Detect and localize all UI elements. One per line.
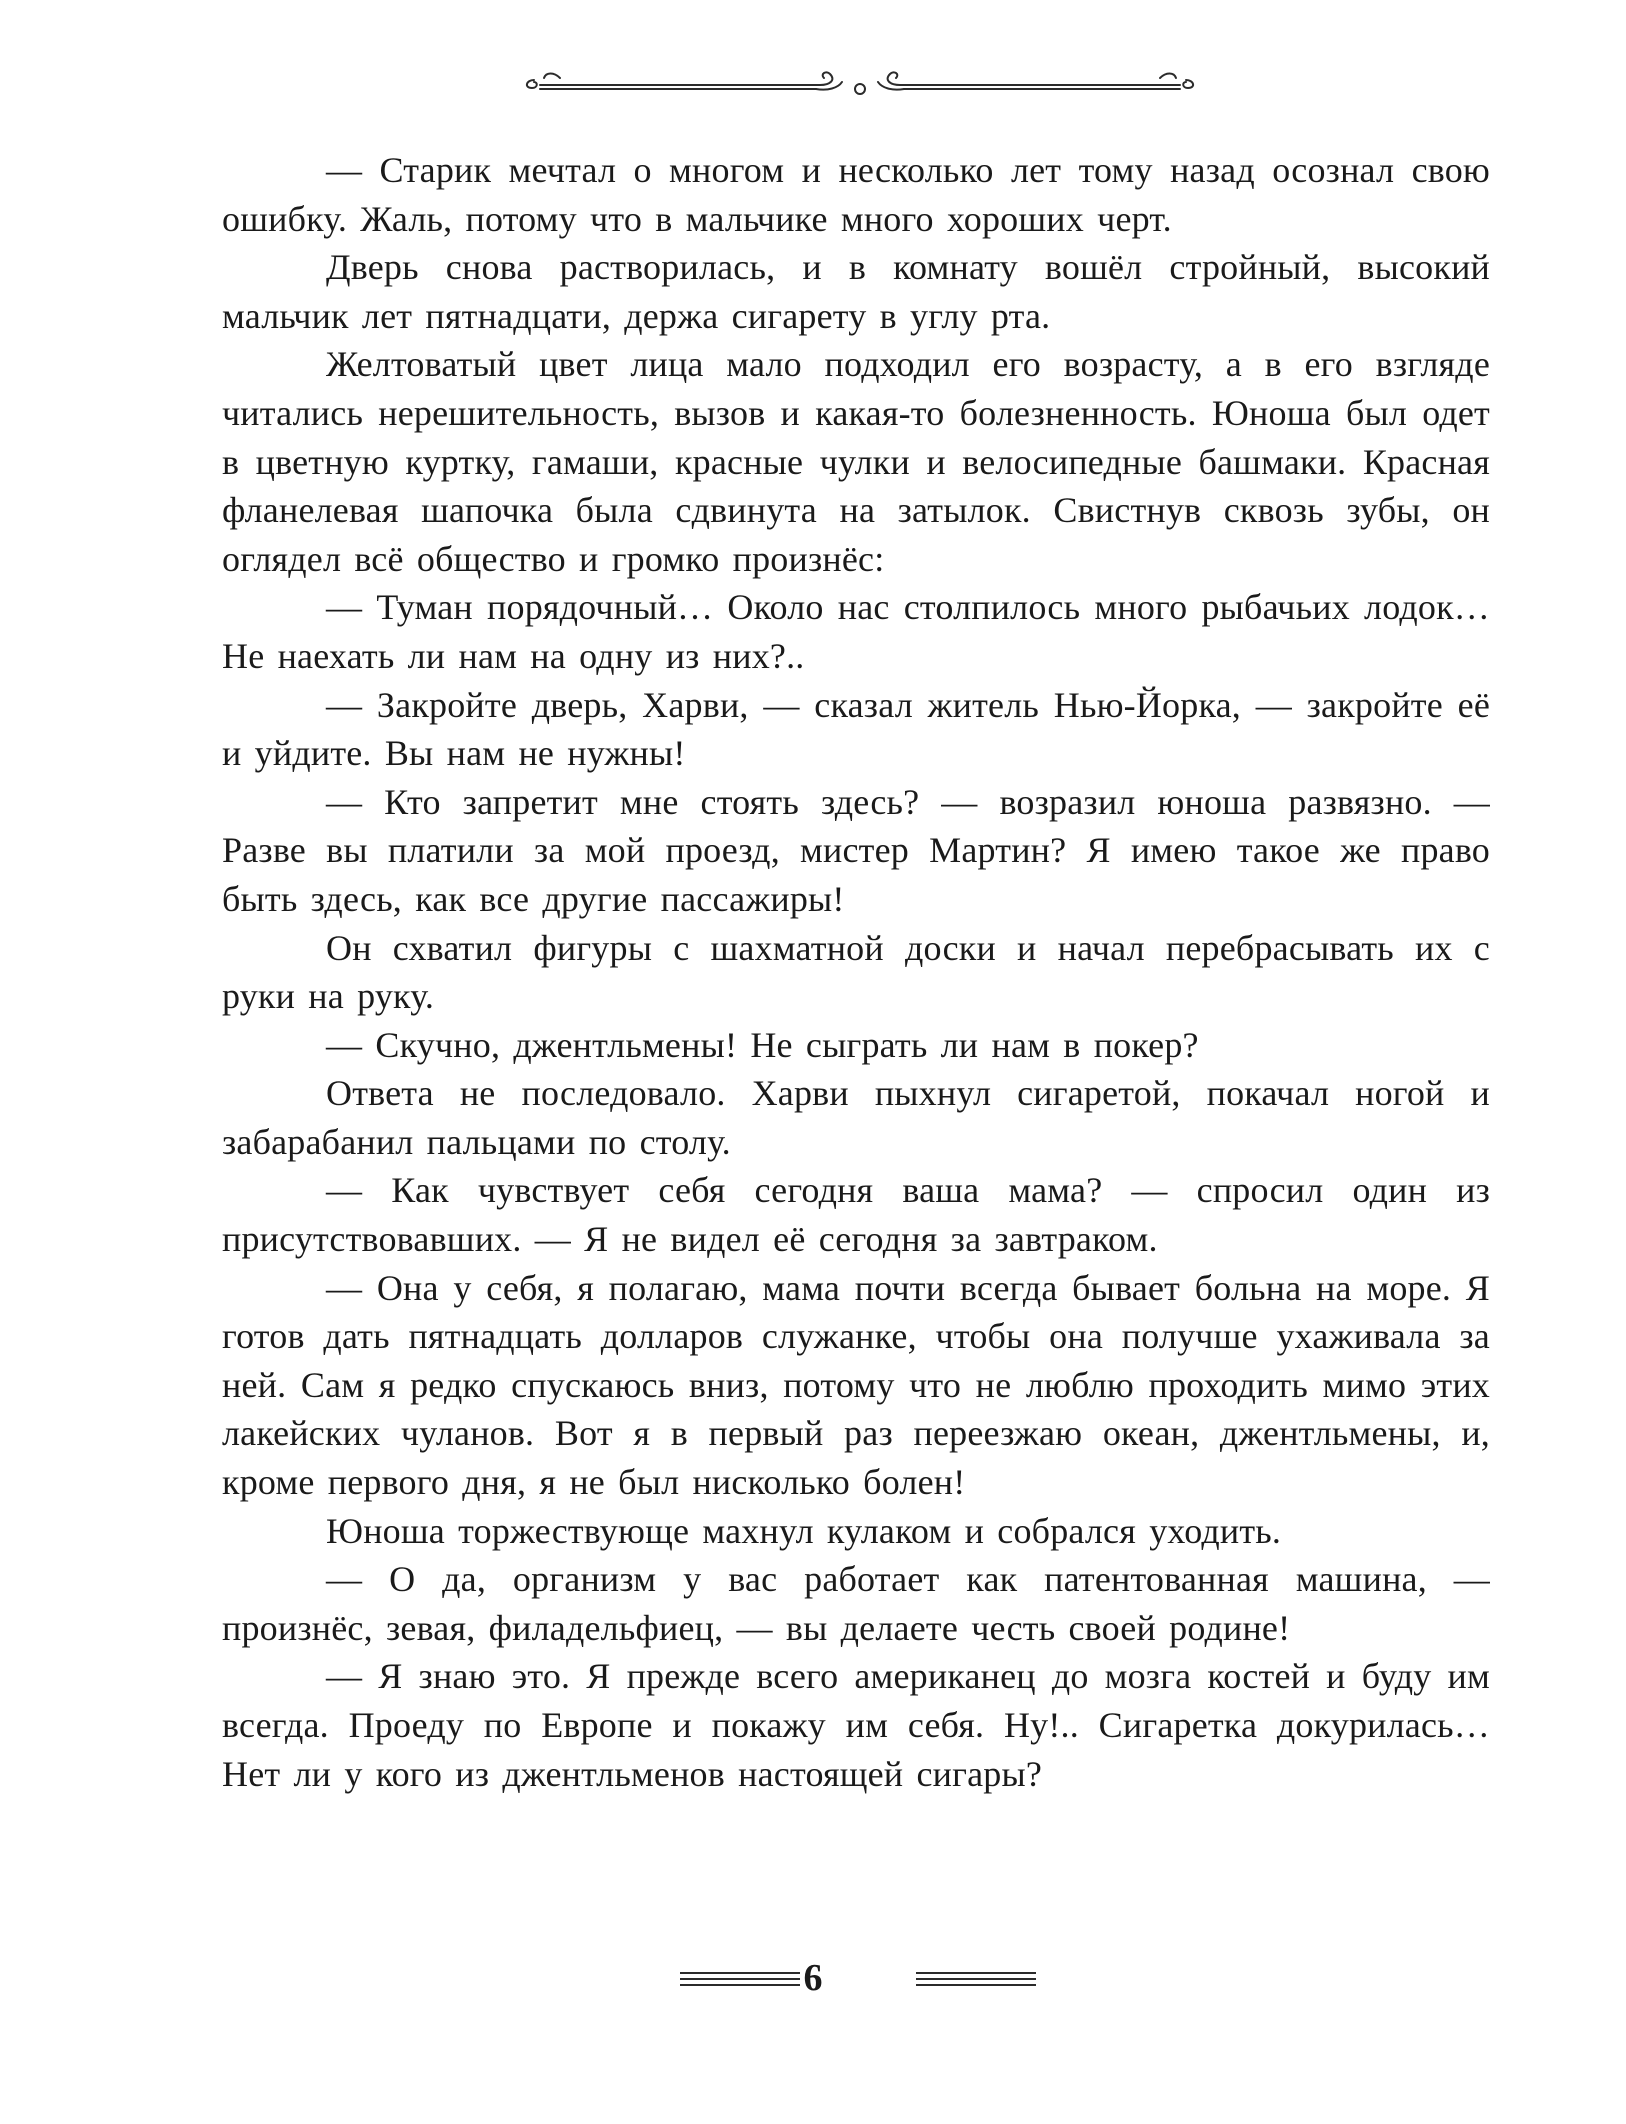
paragraph: Желтоватый цвет лица мало подходил его возрасту, а в его взгляде читались нерешительность, вызов и какая-то болезненность. Юноша был одет в цветную куртку, гамаши, красные чулки и велосипедные башмаки. Красная фланелевая шапочка была сдвинута на затылок. Свистнув сквозь зубы, он оглядел всё общество и громко произнёс: (222, 344, 1490, 579)
paragraph: — Туман порядочный… Около нас столпилось много рыбачьих лодок… Не наехать ли нам на одну из них?.. (222, 587, 1490, 676)
paragraph: — Кто запретит мне стоять здесь? — возразил юноша развязно. — Разве вы платили за мой проезд, мистер Мартин? Я имею такое же право быть здесь, как все другие пассажиры! (222, 781, 1490, 919)
page-footer (0, 1950, 1626, 2010)
paragraph: Юноша торжествующе махнул кулаком и собрался уходить. (326, 1510, 1282, 1551)
paragraph: — Как чувствует себя сегодня ваша мама? — спросил один из присутствовавших. — Я не видел её сегодня за завтраком. (222, 1170, 1490, 1260)
paragraph: — Скучно, джентльмены! Не сыграть ли нам в покер? (326, 1024, 1199, 1065)
page-number: 6 (803, 1957, 823, 1999)
paragraph: — О да, организм у вас работает как патентованная машина, — произнёс, зевая, филадельфиец, — вы делаете честь своей родине! (222, 1559, 1490, 1648)
paragraph: Ответа не последовало. Харви пыхнул сигаретой, покачал ногой и забарабанил пальцами по столу. (222, 1073, 1490, 1162)
paragraph: Дверь снова растворилась, и в комнату вошёл стройный, высокий мальчик лет пятнадцати, держа сигарету в углу рта. (222, 247, 1490, 336)
triple-rule-icon (916, 1972, 1036, 1986)
paragraph: — Старик мечтал о многом и несколько лет тому назад осознал свою ошибку. Жаль, потому что в мальчике много хороших черт. (222, 150, 1490, 239)
body-text (222, 146, 1490, 1798)
paragraph: — Я знаю это. Я прежде всего американец до мозга костей и буду им всегда. Проеду по Европе и покажу им себя. Ну!.. Сигаретка докурилась… Нет ли у кого из джентльменов настоящей сигары? (222, 1656, 1490, 1794)
triple-rule-icon (680, 1972, 800, 1986)
paragraph: — Закройте дверь, Харви, — сказал житель Нью-Йорка, — закройте её и уйдите. Вы нам не нужны! (222, 684, 1490, 774)
scroll-flourish-divider-icon (520, 58, 1200, 108)
paragraph: Он схватил фигуры с шахматной доски и начал перебрасывать их с руки на руку. (222, 927, 1490, 1017)
paragraph: — Она у себя, я полагаю, мама почти всегда бывает больна на море. Я готов дать пятнадцать долларов служанке, чтобы она получше ухаживала за ней. Сам я редко спускаюсь вниз, потому что не люблю проходить мимо этих лакейских чуланов. Вот я в первый раз переезжаю океан, джентльмены, и, кроме первого дня, я не был нисколько болен! (222, 1267, 1490, 1503)
